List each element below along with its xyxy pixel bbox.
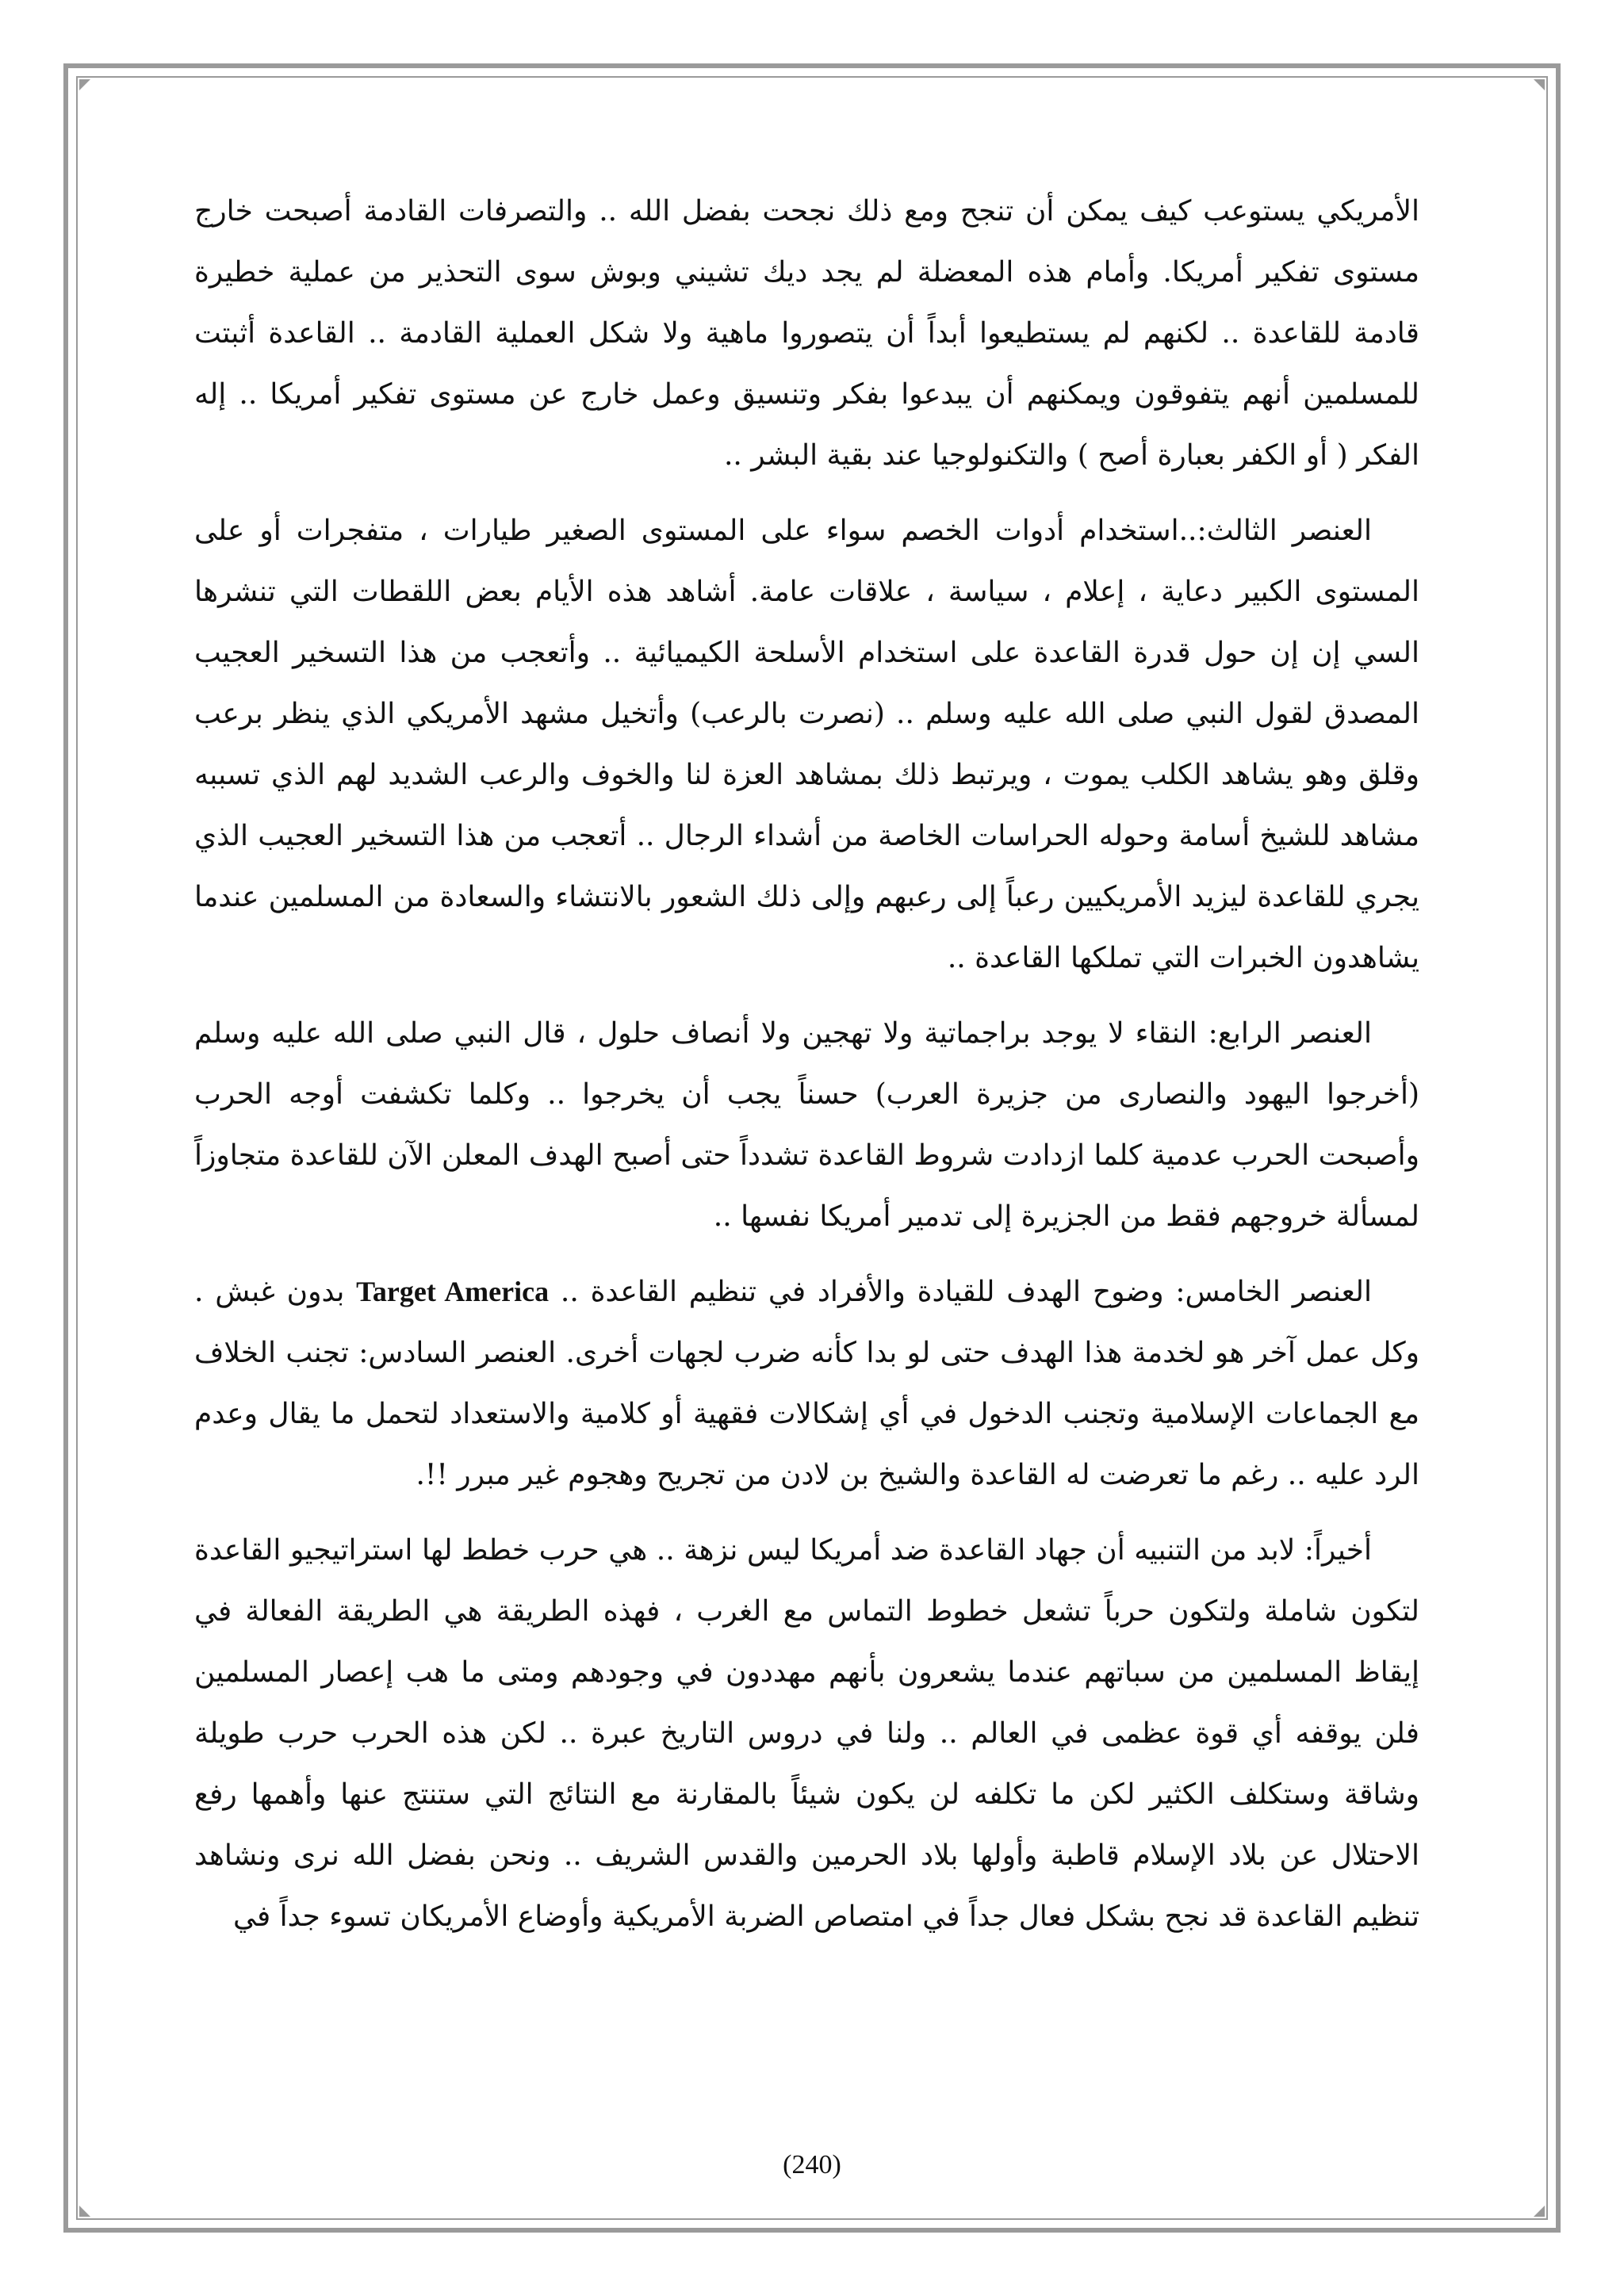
paragraph-fourth-element: العنصر الرابع: النقاء لا يوجد براجماتية ولا تهجين ولا أنصاف حلول ، قال النبي صلى الله عليه وسلم (أخرجوا اليهود والنصارى من جزيرة العرب) حسناً يجب أن يخرجوا .. وكلما تكشفت أوجه الحرب وأصبحت الحرب عدمية كلما ازدادت شروط القاعدة تشدداً حتى أصبح الهدف المعلن الآن للقاعدة متجاوزاً لمسألة خروجهم فقط من الجزيرة إلى تدمير أمريكا نفسها .. <box>194 1017 1419 1233</box>
corner-ornament-top-left <box>79 79 90 90</box>
fifth-element-intro: العنصر الخامس: وضوح الهدف للقيادة والأفراد في تنظيم القاعدة .. <box>560 1276 1372 1308</box>
fifth-element-word: بدون <box>286 1276 345 1308</box>
page-number: (240) <box>783 2150 841 2179</box>
paragraph-finally: أخيراً: لابد من التنبيه أن جهاد القاعدة ضد أمريكا ليس نزهة .. هي حرب خطط لها استراتيجيو القاعدة لتكون شاملة ولتكون حرباً تشعل خطوط التماس مع الغرب ، فهذه الطريقة هي الطريقة الفعالة في إيقاظ المسلمين من سباتهم عندما يشعرون بأنهم مهددون في وجودهم ومتى ما هب إعصار المسلمين فلن يوقفه أي قوة عظمى في العالم .. ولنا في دروس التاريخ عبرة .. لكن هذه الحرب حرب طويلة وشاقة وستكلف الكثير لكن ما تكلفه لن يكون شيئاً بالمقارنة مع النتائج التي ستنتج عنها وأهمها رفع الاحتلال عن بلاد الإسلام قاطبة وأولها بلاد الحرمين والقدس الشريف .. ونحن بفضل الله نرى ونشاهد تنظيم القاعدة قد نجح بشكل فعال جداً في امتصاص الضربة الأمريكية وأوضاع الأمريكان تسوء جداً في <box>194 1534 1419 1933</box>
paragraph-continuation: الأمريكي يستوعب كيف يمكن أن تنجح ومع ذلك نجحت بفضل الله .. والتصرفات القادمة أصبحت خارج مستوى تفكير أمريكا. وأمام هذه المعضلة لم يجد ديك تشيني وبوش سوى التحذير من عملية خطيرة قادمة للقاعدة .. لكنهم لم يستطيعوا أبداً أن يتصوروا ماهية ولا شكل العملية القادمة .. القاعدة أثبتت للمسلمين أنهم يتفوقون ويمكنهم أن يبدعوا بفكر وتنسيق وعمل خارج عن مستوى تفكير أمريكا .. إله الفكر ( أو الكفر بعبارة أصح ) والتكنولوجيا عند بقية البشر .. <box>194 195 1419 472</box>
fifth-element-rest: غبش . وكل عمل آخر هو لخدمة هذا الهدف حتى لو بدا كأنه ضرب لجهات أخرى. العنصر السادس: تجنب الخلاف مع الجماعات الإسلامية وتجنب الدخول في أي إشكالات فقهية أو كلامية والاستعداد لتحمل ما يقال وعدم الرد عليه .. رغم ما تعرضت له القاعدة والشيخ بن لادن من تجريح وهجوم غير مبرر !!. <box>194 1276 1419 1491</box>
corner-ornament-top-right <box>1534 79 1545 90</box>
paragraph-fifth-element <box>194 1261 1419 1506</box>
corner-ornament-bottom-left <box>79 2206 90 2217</box>
corner-ornament-bottom-right <box>1534 2206 1545 2217</box>
target-america-bold: Target America <box>356 1276 550 1307</box>
paragraph-third-element: العنصر الثالث:..استخدام أدوات الخصم سواء على المستوى الصغير طيارات ، متفجرات أو على المستوى الكبير دعاية ، إعلام ، سياسة ، علاقات عامة. أشاهد هذه الأيام بعض اللقطات التي تنشرها السي إن إن حول قدرة القاعدة على استخدام الأسلحة الكيميائية .. وأتعجب من هذا التسخير العجيب المصدق لقول النبي صلى الله عليه وسلم .. (نصرت بالرعب) وأتخيل مشهد الأمريكي الذي ينظر برعب وقلق وهو يشاهد الكلب يموت ، ويرتبط ذلك بمشاهد العزة لنا والخوف والرعب الشديد لهم الذي تسببه مشاهد للشيخ أسامة وحوله الحراسات الخاصة من أشداء الرجال .. أتعجب من هذا التسخير العجيب الذي يجري للقاعدة ليزيد الأمريكيين رعباً إلى رعبهم وإلى ذلك الشعور بالانتشاء والسعادة من المسلمين عندما يشاهدون الخبرات التي تملكها القاعدة .. <box>194 515 1419 974</box>
page-body <box>194 181 1419 1961</box>
